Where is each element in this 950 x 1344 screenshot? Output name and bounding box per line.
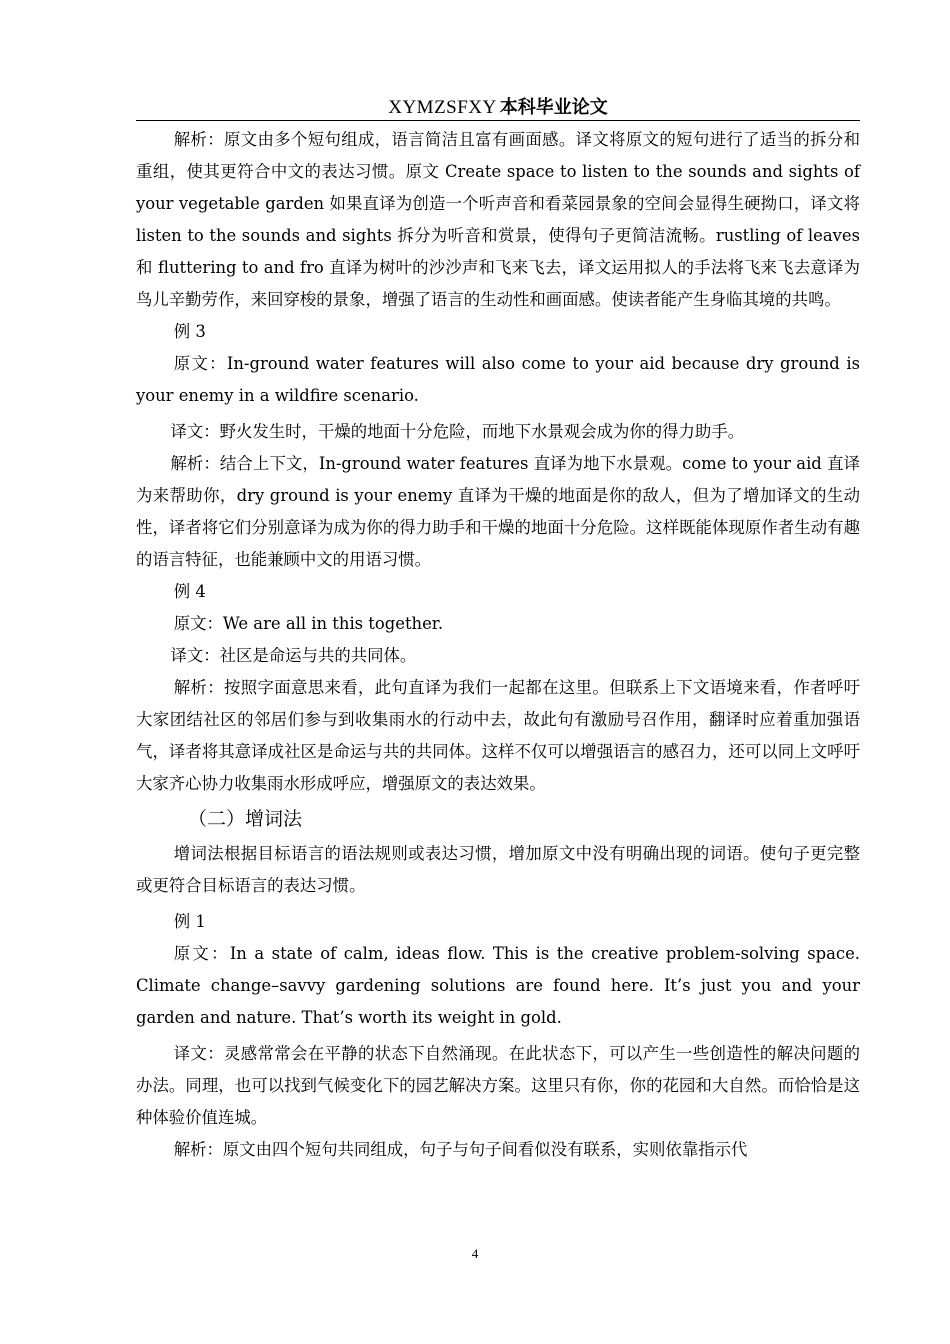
section-heading: （二）增词法 [188,808,303,830]
header-divider [136,120,860,121]
header-code: XYMZSFXY [388,97,497,118]
page-header [136,94,860,121]
paragraph-translation-1: 译文：灵感常常会在平静的状态下自然涌现。在此状态下，可以产生一些创造性的解决问题的办法。同理，也可以找到气候变化下的园艺解决方案。这里只有你，你的花园和大自然。而恰恰是这种体验价值连城。 [136,1044,860,1127]
paragraph-analysis-4: 解析：按照字面意思来看，此句直译为我们一起都在这里。但联系上下文语境来看，作者呼吁大家团结社区的邻居们参与到收集雨水的行动中去，故此句有激励号召作用，翻译时应着重加强语气，译者将其意译成社区是命运与共的共同体。这样不仅可以增强语言的感召力，还可以同上文呼吁大家齐心协力收集雨水形成呼应，增强原文的表达效果。 [136,678,860,793]
paragraph-intro: 增词法根据目标语言的语法规则或表达习惯，增加原文中没有明确出现的词语。使句子更完整或更符合目标语言的表达习惯。 [136,844,860,895]
body-text [136,124,860,1166]
page-number: 4 [471,1246,479,1261]
paragraph-source-1: 原文：In a state of calm, ideas flow. This is the creative problem-solving space. Climate change–savvy gardening solutions are found here. It’s just you and your garden and nature. That’s worth its weight in gold. [136,944,860,1027]
example-label-3: 例 3 [173,322,206,341]
header-title: 本科毕业论文 [499,97,608,118]
example-label-1: 例 1 [173,912,206,931]
paragraph-source-3: 原文：In-ground water features will also come to your aid because dry ground is your enemy in a wildfire scenario. [136,354,860,405]
paragraph-source-4: 原文：We are all in this together. [173,614,444,633]
paragraph-translation-4: 译文：社区是命运与共的共同体。 [170,646,417,665]
paragraph-analysis-1b: 解析：原文由四个短句共同组成，句子与句子间看似没有联系，实则依靠指示代 [173,1140,748,1159]
paragraph-translation-3: 译文：野火发生时，干燥的地面十分危险，而地下水景观会成为你的得力助手。 [170,422,745,441]
paragraph-analysis-3: 解析：结合上下文，In-ground water features 直译为地下水景观。come to your aid 直译为来帮助你，dry ground is your enemy 直译为干燥的地面是你的敌人，但为了增加译文的生动性，译者将它们分别意译为成为你的得力助手和干燥的地面十分危险。这样既能体现原作者生动有趣的语言特征，也能兼顾中文的用语习惯。 [136,454,860,569]
paragraph-analysis-1: 解析：原文由多个短句组成，语言简洁且富有画面感。译文将原文的短句进行了适当的拆分和重组，使其更符合中文的表达习惯。原文 Create space to listen to the sounds and sights of your vegetable garden 如果直译为创造一个听声音和看菜园景象的空间会显得生硬拗口，译文将 listen to the sounds and sights 拆分为听音和赏景，使得句子更简洁流畅。rustling of leaves 和 fluttering to and fro 直译为树叶的沙沙声和飞来飞去，译文运用拟人的手法将飞来飞去意译为鸟儿辛勤劳作，来回穿梭的景象，增强了语言的生动性和画面感。使读者能产生身临其境的共鸣。 [136,130,860,309]
example-label-4: 例 4 [173,582,206,601]
